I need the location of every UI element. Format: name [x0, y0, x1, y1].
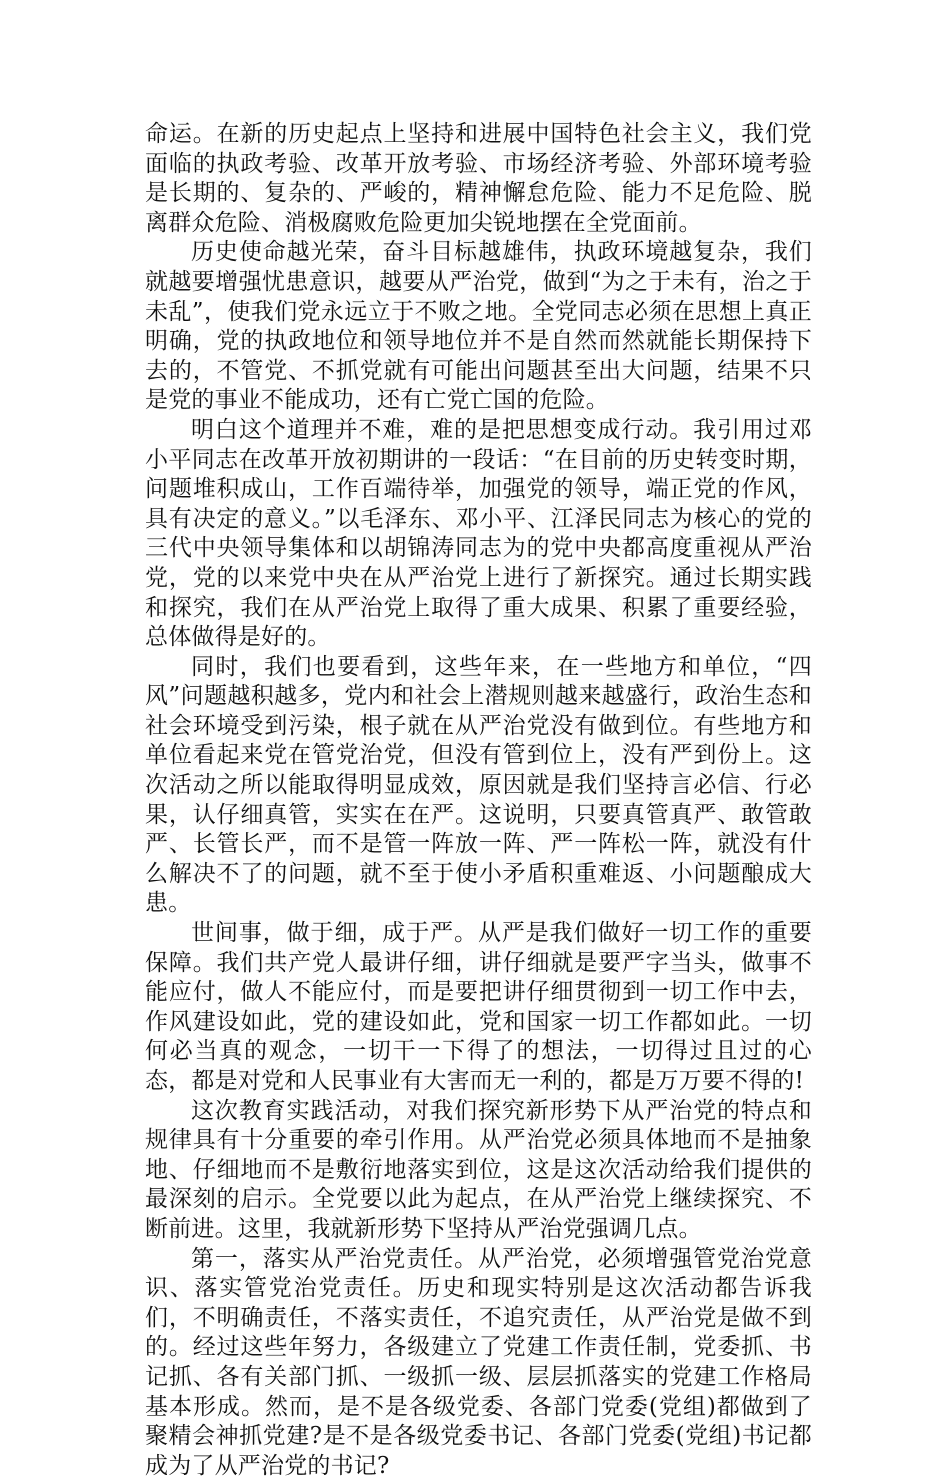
paragraph-2: 历史使命越光荣，奋斗目标越雄伟，执政环境越复杂，我们就越要增强忧患意识，越要从严治党，做到“为之于未有，治之于未乱”，使我们党永远立于不败之地。全党同志必须在思想上真正明确，党的执政地位和领导地位并不是自然而然就能长期保持下去的，不管党、不抓党就有可能出问题甚至出大问题，结果不只是党的事业不能成功，还有亡党亡国的危险。 [145, 239, 812, 414]
paragraph-6: 这次教育实践活动，对我们探究新形势下从严治党的特点和规律具有十分重要的牵引作用。从严治党必须具体地而不是抽象地、仔细地而不是敷衍地落实到位，这是这次活动给我们提供的最深刻的启示。全党要以此为起点，在从严治党上继续探究、不断前进。这里，我就新形势下坚持从严治党强调几点。 [145, 1097, 812, 1242]
document-body [145, 120, 812, 1481]
paragraph-4: 同时，我们也要看到，这些年来，在一些地方和单位，“四风”问题越积越多，党内和社会上潜规则越来越盛行，政治生态和社会环境受到污染，根子就在从严治党没有做到位。有些地方和单位看起来党在管党治党，但没有管到位上，没有严到份上。这次活动之所以能取得明显成效，原因就是我们坚持言必信、行必果，认仔细真管，实实在在严。这说明，只要真管真严、敢管敢严、长管长严，而不是管一阵放一阵、严一阵松一阵，就没有什么解决不了的问题，就不至于使小矛盾积重难返、小问题酿成大患。 [145, 653, 812, 917]
paragraph-1: 命运。在新的历史起点上坚持和进展中国特色社会主义，我们党面临的执政考验、改革开放考验、市场经济考验、外部环境考验是长期的、复杂的、严峻的，精神懈怠危险、能力不足危险、脱离群众危险、消极腐败危险更加尖锐地摆在全党面前。 [145, 121, 812, 236]
paragraph-5: 世间事，做于细，成于严。从严是我们做好一切工作的重要保障。我们共产党人最讲仔细，讲仔细就是要严字当头，做事不能应付，做人不能应付，而是要把讲仔细贯彻到一切工作中去，作风建设如此，党的建设如此，党和国家一切工作都如此。一切何必当真的观念，一切干一下得了的想法，一切得过且过的心态，都是对党和人民事业有大害而无一利的，都是万万要不得的! [145, 920, 812, 1094]
paragraph-3: 明白这个道理并不难，难的是把思想变成行动。我引用过邓小平同志在改革开放初期讲的一段话：“在目前的历史转变时期，问题堆积成山，工作百端待举，加强党的领导，端正党的作风，具有决定的意义。”以毛泽东、邓小平、江泽民同志为核心的党的三代中央领导集体和以胡锦涛同志为的党中央都高度重视从严治党，党的以来党中央在从严治党上进行了新探究。通过长期实践和探究，我们在从严治党上取得了重大成果、积累了重要经验，总体做得是好的。 [145, 416, 812, 651]
paragraph-7: 第一，落实从严治党责任。从严治党，必须增强管党治党意识、落实管党治党责任。历史和现实特别是这次活动都告诉我们，不明确责任，不落实责任，不追究责任，从严治党是做不到的。经过这些年努力，各级建立了党建工作责任制，党委抓、书记抓、各有关部门抓、一级抓一级、层层抓落实的党建工作格局基本形成。然而，是不是各级党委、各部门党委(党组)都做到了聚精会神抓党建?是不是各级党委书记、各部门党委(党组)书记都成为了从严治党的书记? [145, 1245, 812, 1479]
